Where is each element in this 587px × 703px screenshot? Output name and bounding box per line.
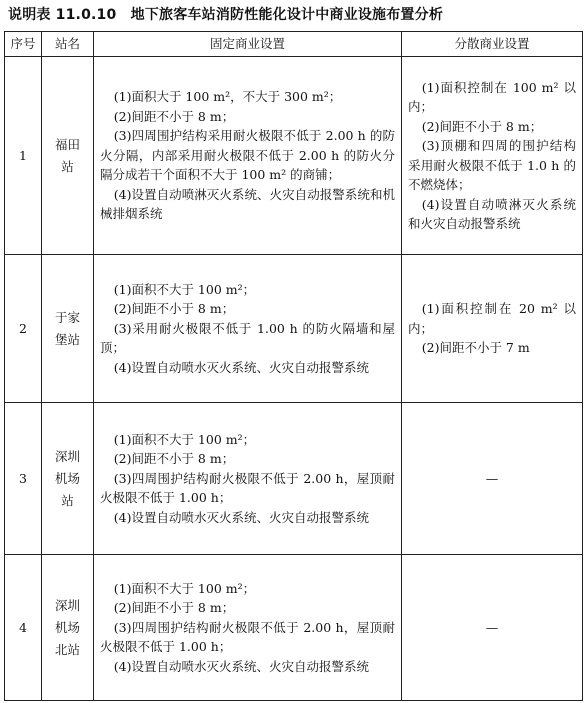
row-dispersed-cell <box>402 255 583 403</box>
fixed-item: (4)设置自动喷水灭火系统、火灾自动报警系统 <box>113 658 369 674</box>
table-row <box>5 255 583 403</box>
table-row <box>5 555 583 701</box>
fixed-item: (3)采用耐火极限不低于 1.00 h 的防火隔墙和屋顶； <box>100 320 395 356</box>
dispersed-item: (2)间距不小于 8 m； <box>421 118 543 134</box>
row-fixed-cell <box>94 255 402 403</box>
dispersed-item: (1)面积控制在 100 m² 以内； <box>408 79 576 114</box>
row-dispersed-empty: — <box>402 555 583 701</box>
dispersed-item: (4)设置自动喷淋灭火系统和火灾自动报警系统 <box>408 196 576 231</box>
fixed-item: (4)设置自动喷水灭火系统、火灾自动报警系统 <box>113 509 369 525</box>
fixed-item: (4)设置自动喷淋灭火系统、火灾自动报警系统和机械排烟系统 <box>100 186 395 222</box>
fixed-item: (3)四周围护结构耐火极限不低于 2.00 h，屋顶耐火极限不低于 1.00 h； <box>100 470 395 506</box>
fixed-item: (2)间距不小于 8 m； <box>113 108 235 124</box>
row-fixed-cell <box>94 403 402 555</box>
table-title: 说明表 11.0.10 地下旅客车站消防性能化设计中商业设施布置分析 <box>8 7 444 23</box>
header-name: 站名 <box>42 32 94 57</box>
row-station-name: 福田站 <box>42 57 94 255</box>
row-station-name: 于家堡站 <box>42 255 94 403</box>
row-fixed-cell <box>94 57 402 255</box>
fixed-item: (1)面积不大于 100 m²； <box>113 281 256 297</box>
dispersed-item: (2)间距不小于 7 m <box>421 340 530 356</box>
header-dispersed: 分散商业设置 <box>402 32 583 57</box>
commercial-facility-table <box>4 31 583 701</box>
fixed-item: (1)面积不大于 100 m²； <box>113 580 256 596</box>
header-row <box>5 32 583 57</box>
row-no: 4 <box>5 555 42 701</box>
row-no: 2 <box>5 255 42 403</box>
header-fixed: 固定商业设置 <box>94 32 402 57</box>
header-no: 序号 <box>5 32 42 57</box>
row-dispersed-cell <box>402 57 583 255</box>
fixed-item: (4)设置自动喷水灭火系统、火灾自动报警系统 <box>113 359 369 375</box>
fixed-item: (2)间距不小于 8 m； <box>113 600 235 616</box>
row-station-name: 深圳机场北站 <box>42 555 94 701</box>
fixed-item: (2)间距不小于 8 m； <box>113 451 235 467</box>
table-row <box>5 57 583 255</box>
fixed-item: (3)四周围护结构采用耐火极限不低于 2.00 h 的防火分隔，内部采用耐火极限不低于 2.00 h 的防火分隔分成若干个面积不大于 100 m² 的商铺； <box>100 128 395 183</box>
row-dispersed-empty: — <box>402 403 583 555</box>
row-no: 1 <box>5 57 42 255</box>
fixed-item: (1)面积不大于 100 m²； <box>113 431 256 447</box>
fixed-item: (3)四周围护结构耐火极限不低于 2.00 h，屋顶耐火极限不低于 1.00 h； <box>100 619 395 655</box>
row-no: 3 <box>5 403 42 555</box>
table-row <box>5 403 583 555</box>
fixed-item: (1)面积大于 100 m²，不大于 300 m²； <box>113 89 342 105</box>
dispersed-item: (1)面积控制在 20 m² 以内； <box>408 301 576 336</box>
row-fixed-cell <box>94 555 402 701</box>
row-station-name: 深圳机场站 <box>42 403 94 555</box>
fixed-item: (2)间距不小于 8 m； <box>113 301 235 317</box>
dispersed-item: (3)顶棚和四周的围护结构采用耐火极限不低于 1.0 h 的不燃烧体； <box>408 138 576 192</box>
